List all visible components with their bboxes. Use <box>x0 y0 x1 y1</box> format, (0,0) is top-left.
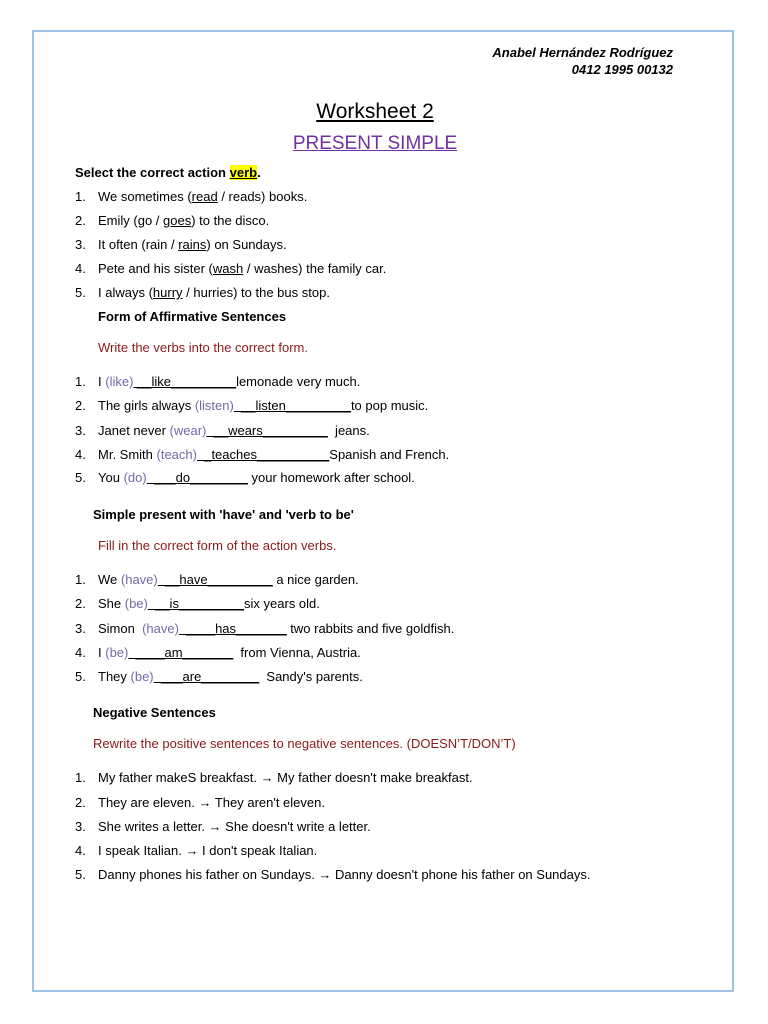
section4-instruction: Rewrite the positive sentences to negative sentences. (DOESN’T/DON’T) <box>93 736 516 751</box>
answer-blank: ____has_______ <box>178 621 287 636</box>
item-text: She writes a letter. → She doesn't write a letter. <box>98 819 371 834</box>
section4-heading: Negative Sentences <box>93 705 216 720</box>
item-number: 1. <box>75 770 86 785</box>
answer-blank: ____am_______ <box>128 645 234 660</box>
item-text: I (be) ____am_______ from Vienna, Austria. <box>98 645 361 660</box>
item-number: 2. <box>75 398 86 413</box>
answer-blank: __like_________ <box>133 374 237 389</box>
section3-instruction: Fill in the correct form of the action verbs. <box>98 538 337 553</box>
item-number: 4. <box>75 843 86 858</box>
verb-hint: (wear) <box>169 423 207 438</box>
section2-instruction: Write the verbs into the correct form. <box>98 340 308 355</box>
verb-hint: (be) <box>124 596 148 611</box>
correct-answer: goes <box>163 213 192 228</box>
item-text: You (do) ___do________ your homework after school. <box>98 470 415 485</box>
item-text: Pete and his sister (wash / washes) the family car. <box>98 261 387 276</box>
verb-hint: (listen) <box>194 398 234 413</box>
item-text: The girls always (listen) __listen_________to pop music. <box>98 398 429 413</box>
item-number: 3. <box>75 819 86 834</box>
item-text: Danny phones his father on Sundays. → Danny doesn't phone his father on Sundays. <box>98 867 591 882</box>
item-text: Emily (go / goes) to the disco. <box>98 213 270 228</box>
item-text: Janet never (wear) __wears_________ jeans. <box>98 423 370 438</box>
item-number: 3. <box>75 237 86 252</box>
item-number: 5. <box>75 470 86 485</box>
item-text: I (like) __like_________lemonade very much. <box>98 374 361 389</box>
item-number: 4. <box>75 645 86 660</box>
item-text: I always (hurry / hurries) to the bus stop. <box>98 285 330 300</box>
answer-blank: __listen_________ <box>233 398 351 413</box>
author-name: Anabel Hernández Rodríguez <box>492 45 673 60</box>
correct-answer: rains <box>178 237 207 252</box>
section3-heading: Simple present with 'have' and 'verb to be' <box>93 507 354 522</box>
item-number: 2. <box>75 795 86 810</box>
item-text: They (be) ___are________ Sandy's parents. <box>98 669 363 684</box>
author-phone: 0412 1995 00132 <box>571 62 673 77</box>
author-block <box>492 44 673 78</box>
section1-heading-text: Select the correct action <box>75 165 230 180</box>
item-number: 1. <box>75 374 86 389</box>
item-text: She (be) __is_________six years old. <box>98 596 320 611</box>
worksheet-subtitle: PRESENT SIMPLE <box>292 133 458 154</box>
item-number: 3. <box>75 423 86 438</box>
verb-hint: (have) <box>142 621 179 636</box>
answer-blank: __is_________ <box>147 596 245 611</box>
correct-answer: read <box>191 189 218 204</box>
answer-blank: __wears_________ <box>206 423 328 438</box>
item-number: 2. <box>75 213 86 228</box>
section1-heading <box>75 165 261 181</box>
verb-hint: (be) <box>105 645 129 660</box>
worksheet-title: Worksheet 2 <box>316 100 434 123</box>
answer-blank: _teaches__________ <box>196 447 330 462</box>
section2-heading: Form of Affirmative Sentences <box>98 309 287 324</box>
item-number: 4. <box>75 447 86 462</box>
item-text: I speak Italian. → I don't speak Italian. <box>98 843 318 858</box>
section1-heading-end: . <box>257 165 261 180</box>
item-text: Simon (have) ____has_______ two rabbits and five goldfish. <box>98 621 455 636</box>
verb-hint: (do) <box>123 470 147 485</box>
item-text: It often (rain / rains) on Sundays. <box>98 237 287 252</box>
item-number: 3. <box>75 621 86 636</box>
verb-hint: (like) <box>105 374 134 389</box>
correct-answer: wash <box>212 261 244 276</box>
verb-hint: (have) <box>120 572 158 587</box>
section1-heading-highlight: verb <box>229 165 258 180</box>
correct-answer: hurry <box>152 285 183 300</box>
answer-blank: ___do________ <box>146 470 248 485</box>
answer-blank: __have_________ <box>157 572 273 587</box>
item-text: Mr. Smith (teach) _teaches__________Spanish and French. <box>98 447 450 462</box>
item-text: They are eleven. → They aren't eleven. <box>98 795 325 810</box>
item-number: 5. <box>75 867 86 882</box>
item-number: 5. <box>75 285 86 300</box>
item-number: 4. <box>75 261 86 276</box>
item-number: 1. <box>75 189 86 204</box>
item-number: 5. <box>75 669 86 684</box>
verb-hint: (teach) <box>156 447 197 462</box>
item-number: 1. <box>75 572 86 587</box>
item-number: 2. <box>75 596 86 611</box>
item-text: We (have) __have_________ a nice garden. <box>98 572 359 587</box>
answer-blank: ___are________ <box>153 669 260 684</box>
item-text: We sometimes (read / reads) books. <box>98 189 308 204</box>
item-text: My father makeS breakfast. → My father doesn't make breakfast. <box>98 770 473 785</box>
verb-hint: (be) <box>130 669 154 684</box>
